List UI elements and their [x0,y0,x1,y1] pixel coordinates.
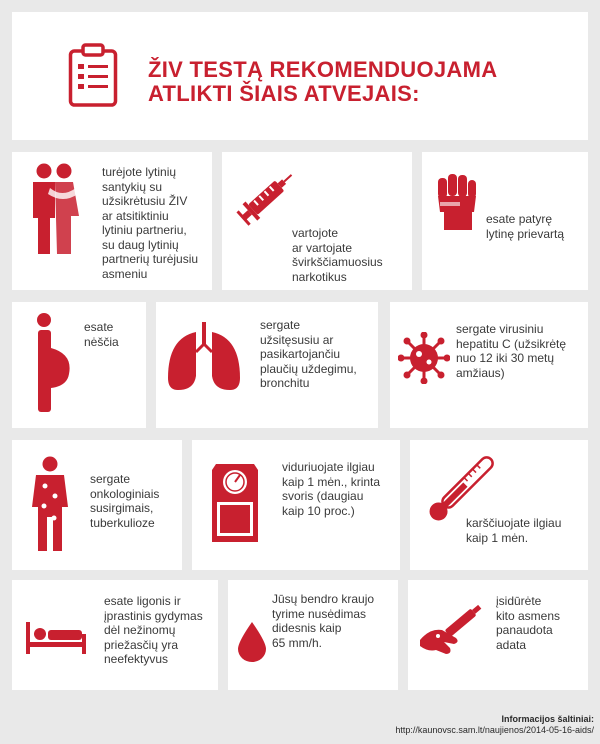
case-card-hepatitis [390,302,588,428]
lungs-icon [166,322,242,392]
page-title: ŽIV TESTĄ REKOMENDUOJAMA ATLIKTI ŠIAIS ATVEJAIS: [148,57,498,106]
thermometer-icon [418,448,510,524]
case-text: sergate onkologiniais susirgimais, tuberkulioze [90,472,160,530]
case-card-sexual-contact [12,152,212,290]
source-url[interactable]: http://kaunovsc.sam.lt/naujienos/2014-05-16-aids/ [395,725,594,735]
case-text: esate patyrę lytinę prievartą [486,212,565,241]
case-text: turėjote lytinių santykių su užsikrėtusiu ŽIV ar atsitiktiniu lytiniu partneriu, su daug lytinių partnerių turėjusiu asmeniu [102,165,199,281]
raised-fist-icon [436,172,478,230]
embracing-couple-icon [24,162,84,256]
case-text: karščiuojate ilgiau kaip 1 mėn. [466,516,562,545]
case-text: sergate užsitęsusiu ar pasikartojančiu plaučių uždegimu, bronchitu [260,318,357,390]
source-note [395,714,594,736]
case-text: įsidūrėte kito asmens panaudota adata [496,594,561,652]
case-text: Jūsų bendro kraujo tyrime nusėdimas didesnis kaip 65 mm/h. [272,592,375,650]
case-card-fever [410,440,588,570]
case-card-drugs [222,152,412,290]
case-text: esate nėščia [84,320,119,349]
needle-in-hand-icon [416,596,492,662]
blood-drop-icon [238,622,266,662]
weight-scale-icon [210,462,260,544]
case-card-needle-stick [408,580,588,690]
case-card-violence [422,152,588,290]
person-with-spots-icon [30,456,70,554]
patient-in-bed-icon [24,620,88,656]
case-text: sergate virusiniu hepatitu C (užsikrėtę nuo 12 iki 30 metų amžiaus) [456,322,567,380]
case-card-oncology [12,440,182,570]
clipboard-icon [68,42,118,108]
pregnant-woman-icon [34,312,74,414]
source-title: Informacijos šaltiniai: [501,714,594,724]
case-text: viduriuojate ilgiau kaip 1 mėn., krinta svoris (daugiau kaip 10 proc.) [282,460,381,518]
case-card-pregnant [12,302,146,428]
case-card-weight-loss [192,440,400,570]
case-text: vartojote ar vartojate švirkščiamuosius narkotikus [292,226,383,284]
case-card-ineffective-treatment [12,580,218,690]
virus-icon [398,332,450,384]
case-text: esate ligonis ir įprastinis gydymas dėl nežinomų priežasčių yra neefektyvus [104,594,203,666]
case-card-blood-test [228,580,398,690]
header-card [12,12,588,140]
syringe-icon [234,166,300,228]
case-card-lungs [156,302,378,428]
